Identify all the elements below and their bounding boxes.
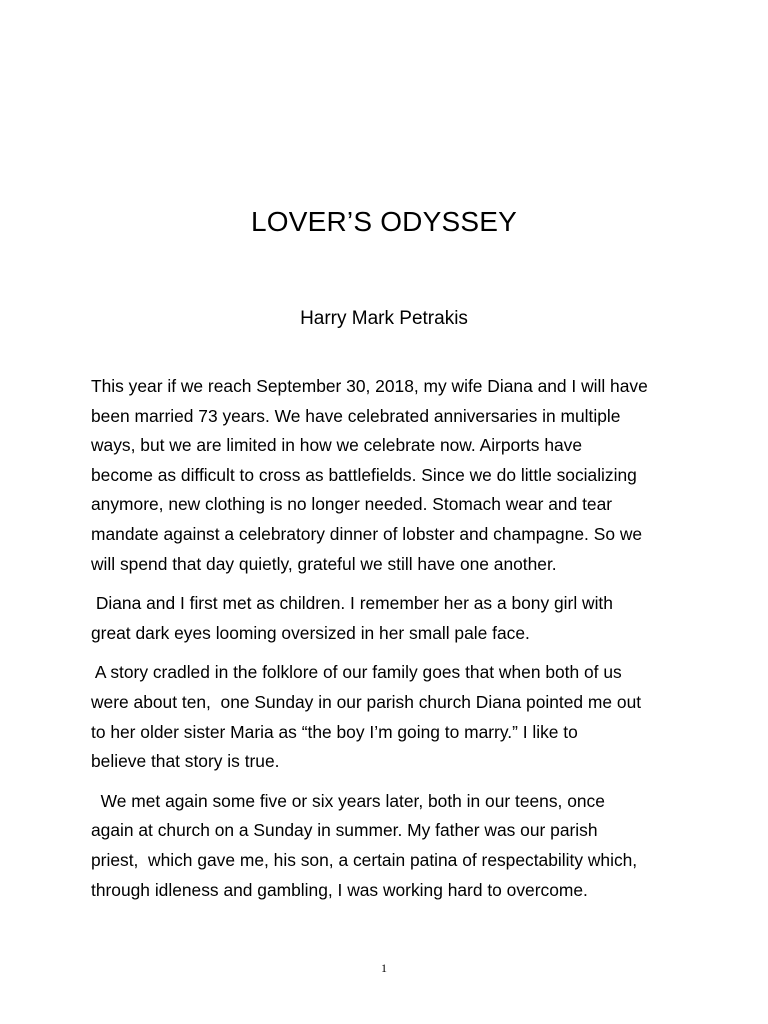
document-body: [91, 372, 691, 915]
author-name: Harry Mark Petrakis: [300, 308, 468, 329]
text-line: been married 73 years. We have celebrated anniversaries in multiple: [91, 405, 621, 426]
paragraph: [91, 658, 691, 776]
text-line: will spend that day quietly, grateful we still have one another.: [91, 553, 557, 574]
text-line: become as difficult to cross as battlefields. Since we do little socializing: [91, 464, 637, 485]
text-line: were about ten, one Sunday in our parish church Diana pointed me out: [91, 691, 642, 712]
paragraph: [91, 787, 691, 905]
text-line: Diana and I first met as children. I remember her as a bony girl with: [91, 593, 613, 614]
paragraph: [91, 372, 691, 579]
text-line: through idleness and gambling, I was working hard to overcome.: [91, 879, 588, 900]
text-line: to her older sister Maria as “the boy I’m going to marry.” I like to: [91, 721, 578, 742]
text-line: anymore, new clothing is no longer needed. Stomach wear and tear: [91, 494, 613, 515]
text-line: ways, but we are limited in how we celebrate now. Airports have: [91, 435, 583, 456]
text-line: believe that story is true.: [91, 751, 280, 772]
page-number: 1: [381, 961, 387, 975]
text-line: priest, which gave me, his son, a certain patina of respectability which,: [91, 849, 638, 870]
text-line: This year if we reach September 30, 2018, my wife Diana and I will have: [91, 376, 648, 396]
paragraph: [91, 589, 691, 648]
text-line: again at church on a Sunday in summer. My father was our parish: [91, 820, 598, 841]
text-line: mandate against a celebratory dinner of lobster and champagne. So we: [91, 523, 643, 544]
text-line: A story cradled in the folklore of our family goes that when both of us: [91, 662, 622, 683]
document-title: LOVER’S ODYSSEY: [251, 206, 517, 237]
text-line: great dark eyes looming oversized in her small pale face.: [91, 622, 530, 643]
text-line: We met again some five or six years later, both in our teens, once: [91, 790, 605, 811]
